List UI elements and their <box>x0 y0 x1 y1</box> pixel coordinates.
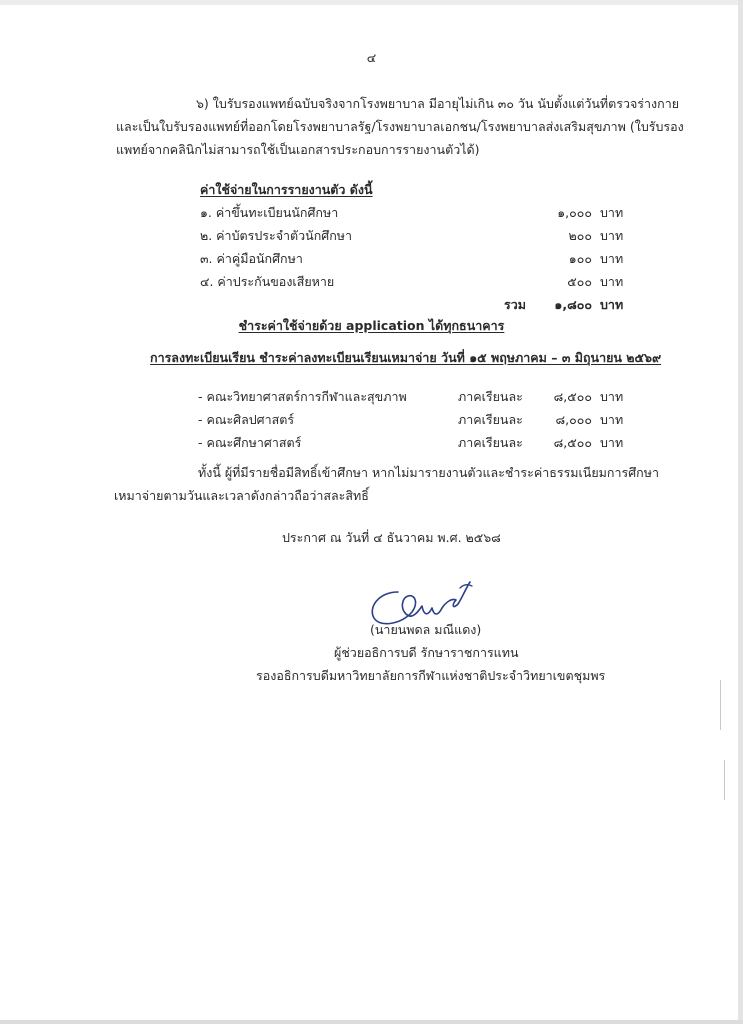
fee-amount: ๕๐๐ <box>567 274 592 289</box>
faculty-amount: ๘,๐๐๐ <box>555 412 592 427</box>
faculty-per: ภาคเรียนละ <box>458 389 523 404</box>
faculty-amount: ๘,๕๐๐ <box>553 389 592 404</box>
faculty-unit: บาท <box>600 389 624 404</box>
payment-note: ชำระค่าใช้จ่ายด้วย application ได้ทุกธนาคาร <box>238 318 505 333</box>
fee-label: ๔. ค่าประกันของเสียหาย <box>200 274 335 289</box>
signatory-position1: ผู้ช่วยอธิการบดี รักษาราชการแทน <box>334 645 519 660</box>
registration-heading: การลงทะเบียนเรียน ชำระค่าลงทะเบียนเรียนเหมาจ่าย วันที่ ๑๕ พฤษภาคม – ๓ มิถุนายน ๒๕๖๙ <box>150 350 662 365</box>
scan-mark <box>724 760 725 800</box>
faculty-unit: บาท <box>600 435 624 450</box>
scan-edge-right <box>738 0 743 1024</box>
item6-line2: และเป็นใบรับรองแพทย์ที่ออกโดยโรงพยาบาลรัฐ/โรงพยาบาลเอกชน/โรงพยาบาลส่งเสริมสุขภาพ (ใบรับรอง <box>116 119 684 134</box>
fee-amount: ๑,๐๐๐ <box>557 205 592 220</box>
faculty-name: - คณะศึกษาศาสตร์ <box>198 435 302 450</box>
faculty-name: - คณะศิลปศาสตร์ <box>198 412 295 427</box>
fees-total-amount: ๑,๘๐๐ <box>554 297 592 312</box>
faculty-unit: บาท <box>600 412 624 427</box>
scan-mark <box>720 680 721 730</box>
fee-amount: ๑๐๐ <box>568 251 592 266</box>
fee-label: ๑. ค่าขึ้นทะเบียนนักศึกษา <box>200 205 339 220</box>
fee-amount: ๒๐๐ <box>568 228 592 243</box>
fee-label: ๒. ค่าบัตรประจำตัวนักศึกษา <box>200 228 353 243</box>
faculty-per: ภาคเรียนละ <box>458 435 523 450</box>
scan-edge-top <box>0 0 743 5</box>
fees-total-label: รวม <box>504 297 526 312</box>
fee-unit: บาท <box>600 205 624 220</box>
faculty-name: - คณะวิทยาศาสตร์การกีฬาและสุขภาพ <box>198 389 407 404</box>
item6-line3: แพทย์จากคลินิกไม่สามารถใช้เป็นเอกสารประกอบการรายงานตัวได้) <box>116 142 480 157</box>
faculty-amount: ๘,๕๐๐ <box>553 435 592 450</box>
item6-line1: ๖) ใบรับรองแพทย์ฉบับจริงจากโรงพยาบาล มีอายุไม่เกิน ๓๐ วัน นับตั้งแต่วันที่ตรวจร่างกาย <box>196 96 680 111</box>
fee-unit: บาท <box>600 251 624 266</box>
scan-edge-bottom <box>0 1020 743 1024</box>
fee-label: ๓. ค่าคู่มือนักศึกษา <box>200 251 303 266</box>
faculty-per: ภาคเรียนละ <box>458 412 523 427</box>
closing-line1: ทั้งนี้ ผู้ที่มีรายชื่อมีสิทธิ์เข้าศึกษา หากไม่มารายงานตัวและชำระค่าธรรมเนียมการศึกษา <box>198 465 659 480</box>
fee-unit: บาท <box>600 274 624 289</box>
closing-line2: เหมาจ่ายตามวันและเวลาดังกล่าวถือว่าสละสิทธิ์ <box>114 488 369 503</box>
signatory-position2: รองอธิการบดีมหาวิทยาลัยการกีฬาแห่งชาติประจำวิทยาเขตชุมพร <box>256 668 606 683</box>
announcement-date: ประกาศ ณ วันที่ ๔ ธันวาคม พ.ศ. ๒๕๖๘ <box>282 530 501 545</box>
fee-unit: บาท <box>600 228 624 243</box>
page-number: ๔ <box>366 50 377 65</box>
fees-heading: ค่าใช้จ่ายในการรายงานตัว ดังนี้ <box>200 182 373 197</box>
signatory-name: (นายนพดล มณีแดง) <box>370 622 482 637</box>
fees-total-unit: บาท <box>600 297 624 312</box>
